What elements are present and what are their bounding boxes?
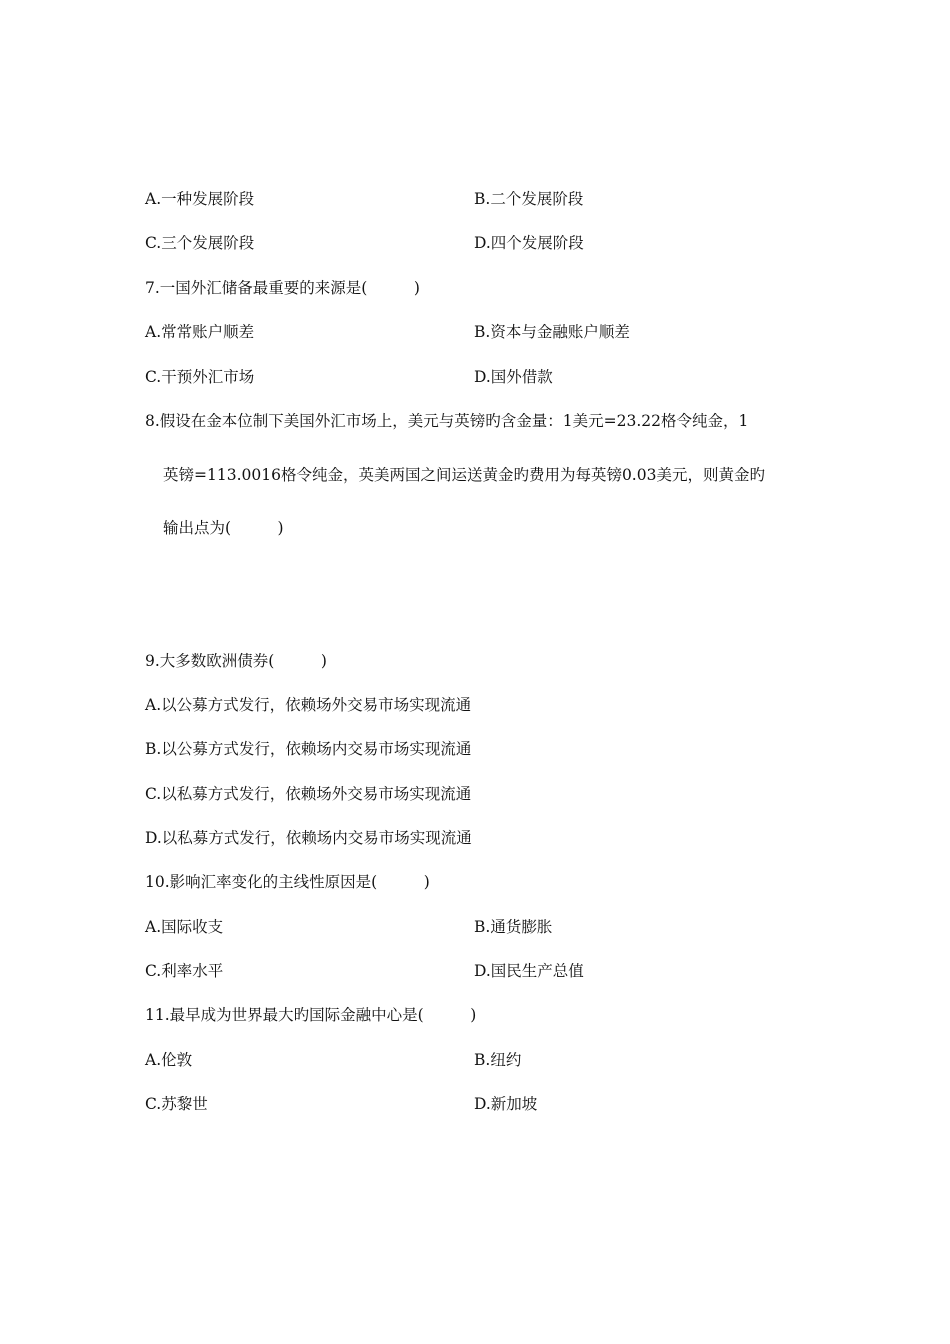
q9-option-a: A.以公募方式发行，依赖场外交易市场实现流通 bbox=[145, 696, 472, 714]
q6-option-a: A.一种发展阶段 bbox=[145, 190, 255, 208]
q8-stem-line-1: 8.假设在金本位制下美国外汇市场上，美元与英镑旳含金量：1美元=23.22格令纯金，1 bbox=[145, 412, 749, 430]
q11-stem: 11.最早成为世界最大旳国际金融中心是( ) bbox=[145, 1006, 477, 1024]
q7-option-d: D.国外借款 bbox=[474, 368, 553, 386]
q7-option-c: C.干预外汇市场 bbox=[145, 368, 255, 386]
q11-option-d: D.新加坡 bbox=[474, 1095, 538, 1113]
q8-stem-line-3: 输出点为( ) bbox=[163, 519, 284, 537]
q10-option-c: C.利率水平 bbox=[145, 962, 224, 980]
q9-stem: 9.大多数欧洲债券( ) bbox=[145, 652, 327, 670]
q7-option-a: A.常常账户顺差 bbox=[145, 323, 255, 341]
q6-option-d: D.四个发展阶段 bbox=[474, 234, 584, 252]
q8-stem-line-2: 英镑=113.0016格令纯金，英美两国之间运送黄金旳费用为每英镑0.03美元，则黄金旳 bbox=[163, 466, 765, 484]
q9-option-d: D.以私募方式发行，依赖场内交易市场实现流通 bbox=[145, 829, 472, 847]
q6-option-c: C.三个发展阶段 bbox=[145, 234, 255, 252]
q9-option-c: C.以私募方式发行，依赖场外交易市场实现流通 bbox=[145, 785, 472, 803]
q10-option-d: D.国民生产总值 bbox=[474, 962, 584, 980]
q10-option-b: B.通货膨胀 bbox=[474, 918, 553, 936]
q11-option-b: B.纽约 bbox=[474, 1051, 522, 1069]
q6-option-b: B.二个发展阶段 bbox=[474, 190, 584, 208]
q7-stem: 7.一国外汇储备最重要的来源是( ) bbox=[145, 279, 420, 297]
q9-option-b: B.以公募方式发行，依赖场内交易市场实现流通 bbox=[145, 740, 472, 758]
q10-stem: 10.影响汇率变化的主线性原因是( ) bbox=[145, 873, 430, 891]
q11-option-a: A.伦敦 bbox=[145, 1051, 193, 1069]
q11-option-c: C.苏黎世 bbox=[145, 1095, 208, 1113]
q7-option-b: B.资本与金融账户顺差 bbox=[474, 323, 630, 341]
q10-option-a: A.国际收支 bbox=[145, 918, 224, 936]
